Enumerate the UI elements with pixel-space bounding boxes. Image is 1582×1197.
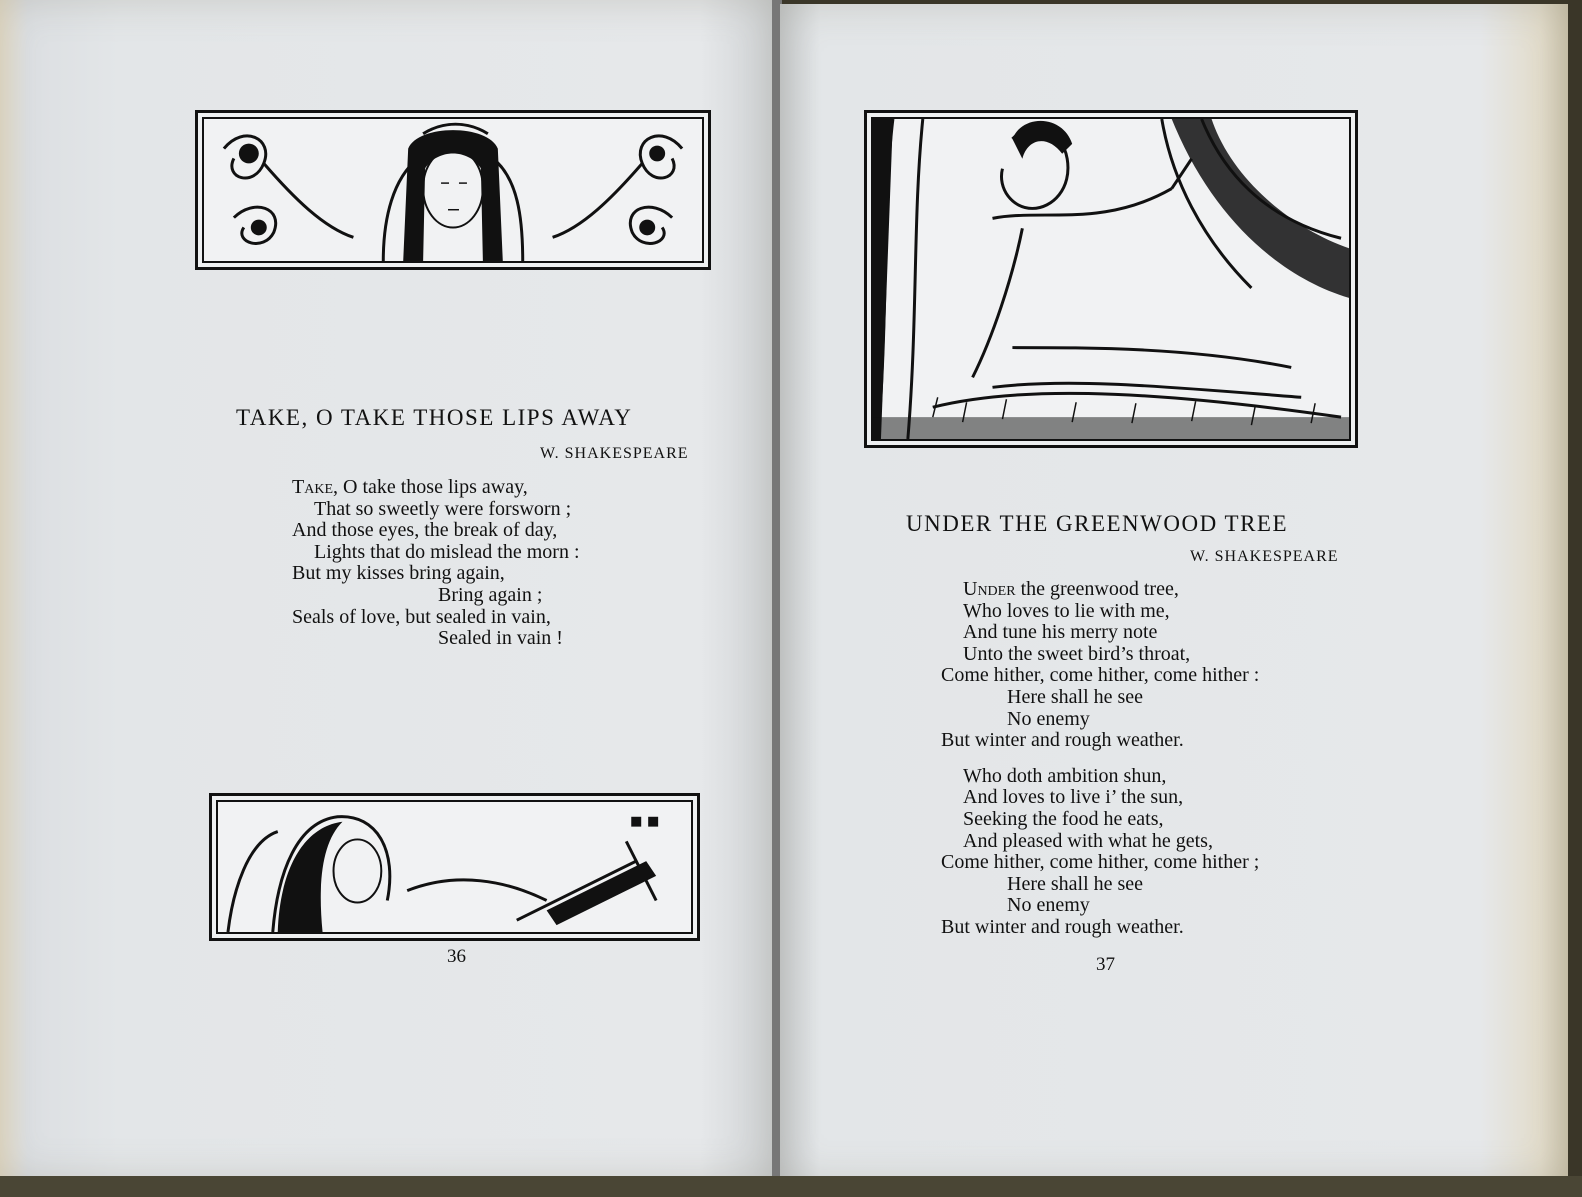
poem-line: Come hither, come hither, come hither ; [941, 851, 1260, 874]
poem-line: Seeking the food he eats, [963, 807, 1164, 830]
right-page [780, 4, 1568, 1182]
poem-line: Lights that do mislead the morn : [314, 540, 580, 563]
top-illustration-frame [864, 110, 1358, 448]
poem-line: And loves to live i’ the sun, [963, 786, 1184, 809]
poem-author: W. SHAKESPEARE [1190, 548, 1339, 565]
poem-text [292, 477, 580, 650]
poem-line: Who doth ambition shun, [963, 764, 1167, 787]
poem-line: But winter and rough weather. [941, 729, 1184, 752]
woman-portrait-illustration [204, 119, 702, 261]
poem-line: Here shall he see [1007, 685, 1144, 708]
poem-line: No enemy [1007, 894, 1090, 917]
left-page [0, 0, 774, 1180]
book-bottom-edge [0, 1176, 1582, 1197]
poem-line: And pleased with what he gets, [963, 829, 1213, 852]
page-number: 36 [447, 946, 466, 967]
poem-title: TAKE, O TAKE THOSE LIPS AWAY [236, 405, 633, 430]
poem-line: But my kisses bring again, [292, 562, 505, 585]
poem-line: And those eyes, the break of day, [292, 519, 558, 542]
poem-line: That so sweetly were forsworn ; [314, 497, 572, 520]
woman-with-lute-illustration [218, 802, 691, 932]
poem-line: But winter and rough weather. [941, 915, 1184, 938]
poem-line: No enemy [1007, 707, 1090, 730]
stanza-gap [941, 752, 1259, 766]
poem-line: Who loves to lie with me, [963, 599, 1170, 622]
top-illustration-frame [195, 110, 711, 270]
poem-line: Take, O take those lips away, [292, 476, 528, 498]
poem-line: Unto the sweet bird’s throat, [963, 642, 1191, 665]
poem-text [941, 579, 1259, 939]
poem-line: Bring again ; [438, 583, 543, 606]
poem-line: Sealed in vain ! [438, 627, 563, 650]
poem-line: Seals of love, but sealed in vain, [292, 605, 551, 628]
poem-author: W. SHAKESPEARE [540, 445, 689, 462]
poem-line: Under the greenwood tree, [963, 578, 1179, 600]
poem-title: UNDER THE GREENWOOD TREE [906, 511, 1289, 536]
bottom-illustration-frame [209, 793, 700, 941]
poem-line: And tune his merry note [963, 621, 1158, 644]
poem-line: Come hither, come hither, come hither : [941, 664, 1260, 687]
poem-line: Here shall he see [1007, 872, 1144, 895]
page-number: 37 [1096, 954, 1115, 975]
reclining-man-illustration [873, 119, 1349, 439]
